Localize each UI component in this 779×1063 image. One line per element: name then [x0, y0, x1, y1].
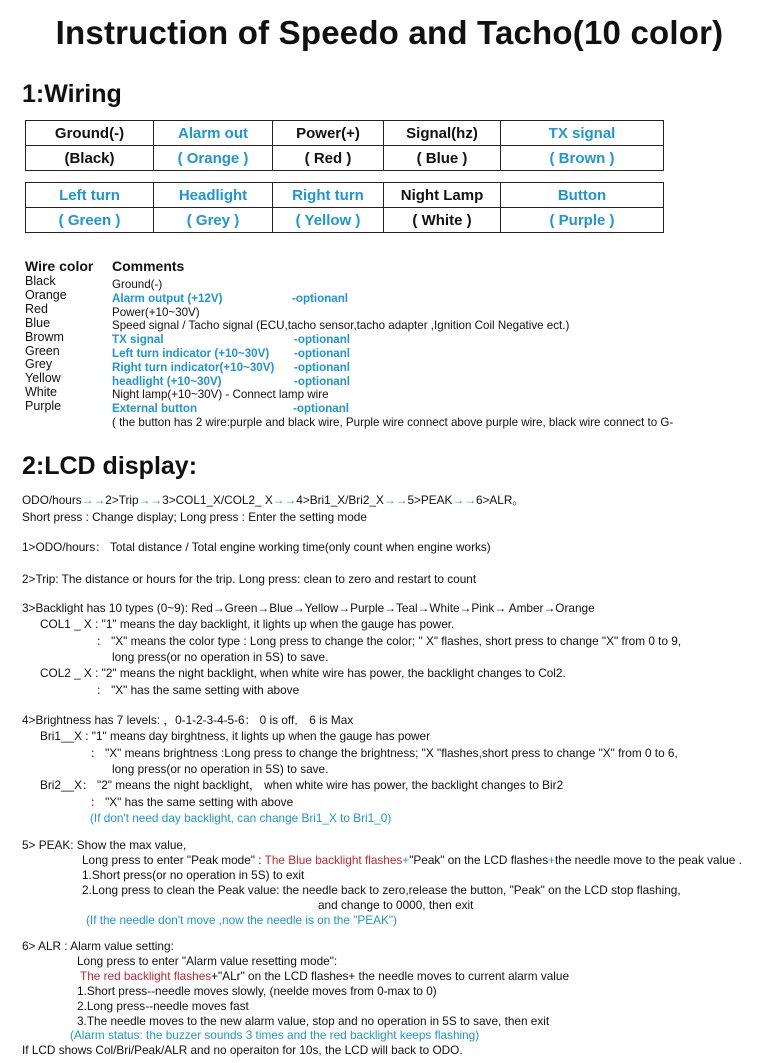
wire-color-yellow: ( Yellow )	[273, 208, 384, 233]
brightness-levels: 4>Brightness has 7 levels: ，0-1-2-3-4-5-6： 0 is off． 6 is Max	[22, 713, 354, 727]
col1-day-backlight: COL1 _ X : "1" means the day backlight, it lights up when the gauge has power.	[40, 617, 455, 631]
backlight-types: 3>Backlight has 10 types (0~9): Red→Green→Blue→Yellow→Purple→Teal→White→Pink→ Amber→Orange	[22, 601, 595, 615]
bri1-brightness-setting: ： "X" means brightness :Long press to change the brightness; "X "flashes,short press to change "X" from 0 to 6,	[90, 746, 678, 760]
alr-long-press: Long press to enter "Alarm value resetting mode":	[77, 954, 338, 968]
wiring-table-1-colors	[26, 146, 664, 171]
comment-power: Power(+10~30V)	[112, 305, 200, 319]
wire-color-item: Grey	[25, 357, 53, 372]
wire-color-item: Blue	[25, 315, 51, 330]
wire-color-item: Orange	[25, 287, 67, 302]
alr-new-value: 3.The needle moves to the new alarm value, stop and no operation in 5S to save, then exit	[77, 1014, 550, 1028]
wire-name-left-turn: Left turn	[26, 183, 154, 208]
bri1-save: long press(or no operation in 5S) to save.	[112, 762, 329, 776]
comment-headlight: headlight (+10~30V) -optionanl	[112, 374, 351, 388]
wire-color-brown: ( Brown )	[501, 146, 664, 171]
wire-color-item: Red	[25, 301, 48, 316]
wiring-table-2-colors	[26, 208, 664, 233]
trip-info: 2>Trip: The distance or hours for the trip. Long press: clean to zero and restart to count	[22, 572, 477, 586]
wire-name-alarm-out: Alarm out	[154, 121, 273, 146]
comments-list	[112, 278, 772, 430]
wire-color-green: ( Green )	[26, 208, 154, 233]
alr-title: 6> ALR : Alarm value setting:	[22, 939, 174, 953]
wire-name-power: Power(+)	[273, 121, 384, 146]
peak-exit: and change to 0000, then exit	[318, 898, 474, 912]
wire-color-red: ( Red )	[273, 146, 384, 171]
wire-name-ground: Ground(-)	[26, 121, 154, 146]
wire-color-orange: ( Orange )	[154, 146, 273, 171]
wire-color-item: Black	[25, 274, 56, 288]
bri2-same-setting: ： "X" has the same setting with above	[90, 795, 294, 809]
wire-name-tx-signal: TX signal	[501, 121, 664, 146]
wire-name-signal: Signal(hz)	[384, 121, 501, 146]
wire-color-purple: ( Purple )	[501, 208, 664, 233]
wire-name-right-turn: Right turn	[273, 183, 384, 208]
wire-name-headlight: Headlight	[154, 183, 273, 208]
brightness-note: (If don't need day backlight, can change Bri1_X to Bri1_0)	[90, 811, 392, 825]
wire-color-white: ( White )	[384, 208, 501, 233]
wiring-table-1	[25, 120, 664, 171]
wire-color-item: Browm	[25, 329, 64, 344]
comment-right-turn: Right turn indicator(+10~30V) -optionanl	[112, 360, 351, 374]
lcd-timeout-note: If LCD shows Col/Bri/Peak/ALR and no operaiton for 10s, the LCD will back to ODO.	[22, 1043, 463, 1057]
odo-info: 1>ODO/hours： Total distance / Total engine working time(only count when engine works)	[22, 540, 491, 554]
comment-alarm-output: Alarm output (+12V) -optionanl	[112, 291, 349, 305]
alr-note: (Alarm status: the buzzer sounds 3 times and the red backlight keeps flashing)	[70, 1028, 480, 1042]
col1-color-type: ： "X" means the color type : Long press to change the color; " X" flashes, short press to change "X" from 0 to 9,	[96, 634, 682, 648]
wire-color-blue: ( Blue )	[384, 146, 501, 171]
wire-color-black: (Black)	[26, 146, 154, 171]
wire-color-item: Yellow	[25, 371, 61, 386]
comment-button-wires: ( the button has 2 wire:purple and black wire, Purple wire connect above purple wire, black wire connect to G-	[112, 415, 674, 429]
comment-tx-signal: TX signal -optionanl	[112, 333, 351, 347]
wiring-table-1-names	[26, 121, 664, 146]
display-sequence: ODO/hours→→2>Trip→→3>COL1_X/COL2_ X→→4>Bri1_X/Bri2_X→→5>PEAK→→6>ALR。	[22, 493, 525, 507]
comment-speed-signal: Speed signal / Tacho signal (ECU,tacho sensor,tacho adapter ,Ignition Coil Negative ect.)	[112, 319, 570, 333]
bri1-day-brightness: Bri1__X : "1" means day birghtness, it lights up when the gauge has power	[40, 729, 431, 743]
peak-note: (If the needle don't move ,now the needle is on the "PEAK")	[86, 913, 397, 927]
wire-color-header: Wire color	[25, 258, 94, 274]
wire-color-list	[25, 275, 67, 414]
wire-color-item: White	[25, 385, 57, 400]
peak-short-press: 1.Short press(or no operation in 5S) to exit	[82, 868, 305, 882]
peak-long-press: Long press to enter "Peak mode" : The Blue backlight flashes+"Peak" on the LCD flashes+the needle move to the peak value .	[82, 853, 742, 867]
comment-external-button: External button -optionanl	[112, 402, 350, 416]
comments-header: Comments	[112, 258, 185, 274]
alr-short-press: 1.Short press--needle moves slowly, (neelde moves from 0-max to 0)	[77, 984, 437, 998]
comment-night-lamp: Night lamp(+10~30V) - Connect lamp wire	[112, 388, 329, 402]
col1-save: long press(or no operation in 5S) to save.	[112, 650, 329, 664]
wire-name-button: Button	[501, 183, 664, 208]
col2-night-backlight: COL2 _ X : "2" means the night backlight, when white wire has power, the backlight changes to Col2.	[40, 666, 566, 680]
wire-name-night-lamp: Night Lamp	[384, 183, 501, 208]
page-title: Instruction of Speedo and Tacho(10 color)	[55, 14, 724, 51]
comment-ground: Ground(-)	[112, 278, 163, 291]
col2-same-setting: ： "X" has the same setting with above	[96, 683, 300, 697]
wire-color-item: Green	[25, 343, 60, 358]
alr-long-press-fast: 2.Long press--needle moves fast	[77, 999, 249, 1013]
bri2-night-brightness: Bri2__X： "2" means the night backlight， when white wire has power, the backlight changes to Bir2	[40, 778, 564, 792]
lcd-heading: 2:LCD display:	[22, 452, 198, 480]
comment-left-turn: Left turn indicator (+10~30V) -optionanl	[112, 346, 351, 360]
wiring-table-2	[25, 182, 664, 233]
alr-flashes: The red backlight flashes+"ALr" on the LCD flashes+ the needle moves to current alarm value	[80, 969, 570, 983]
short-press-info: Short press : Change display; Long press : Enter the setting mode	[22, 510, 367, 524]
peak-title: 5> PEAK: Show the max value,	[22, 838, 187, 852]
wire-color-item: Purple	[25, 399, 62, 414]
wiring-heading: 1:Wiring	[22, 80, 122, 108]
wire-color-grey: ( Grey )	[154, 208, 273, 233]
peak-clean: 2.Long press to clean the Peak value: the needle back to zero,release the button, "Peak" on the LCD stop flashing,	[82, 883, 681, 897]
wiring-table-2-names	[26, 183, 664, 208]
